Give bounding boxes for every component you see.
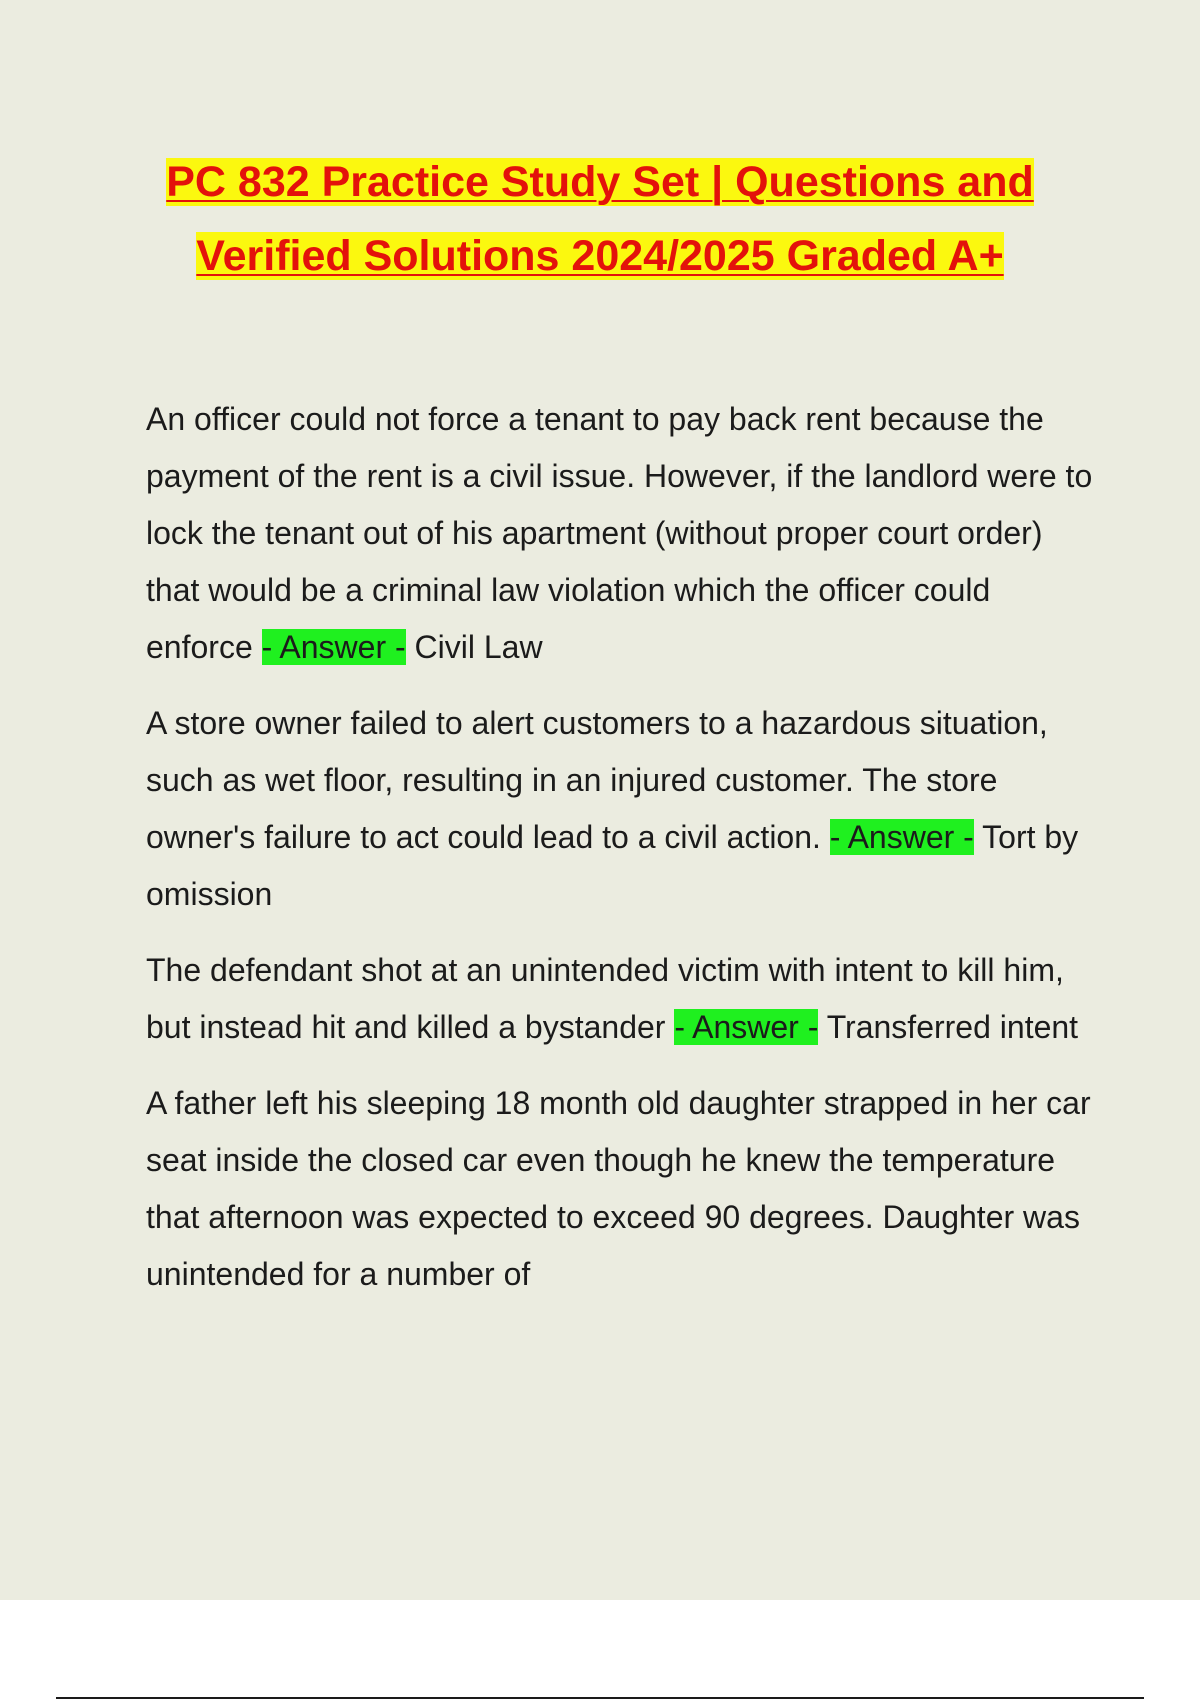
footer-rule: [56, 1697, 1144, 1699]
title-line-2: Verified Solutions 2024/2025 Graded A+: [196, 232, 1004, 280]
question-item-3: [146, 942, 1096, 1056]
title-line-1: PC 832 Practice Study Set | Questions and: [166, 158, 1034, 206]
question-text: A store owner failed to alert customers to a hazardous situation, such as wet floor, resulting in an injured customer. The store owner's failure to act could lead to a civil action.: [146, 705, 1048, 855]
answer-text: Tort by omission: [146, 819, 1079, 912]
answer-text: Civil Law: [414, 629, 543, 665]
answer-marker: - Answer -: [829, 819, 974, 855]
answer-text: Transferred intent: [826, 1009, 1079, 1045]
question-text: An officer could not force a tenant to pay back rent because the payment of the rent is a civil issue. However, if the landlord were to lock the tenant out of his apartment (without proper court order) that would be a criminal law violation which the officer could enforce: [146, 401, 1093, 665]
question-text: The defendant shot at an unintended victim with intent to kill him, but instead hit and killed a bystander: [146, 952, 1064, 1045]
question-text: A father left his sleeping 18 month old daughter strapped in her car seat inside the closed car even though he knew the temperature that afternoon was expected to exceed 90 degrees. Daughter was unintended for a number of: [146, 1085, 1091, 1292]
question-item-4: [146, 1075, 1096, 1303]
document-title: [100, 145, 1100, 293]
question-item-1: [146, 391, 1096, 676]
question-list: [146, 391, 1096, 1322]
answer-marker: - Answer -: [674, 1009, 819, 1045]
question-item-2: [146, 695, 1096, 923]
answer-marker: - Answer -: [261, 629, 406, 665]
